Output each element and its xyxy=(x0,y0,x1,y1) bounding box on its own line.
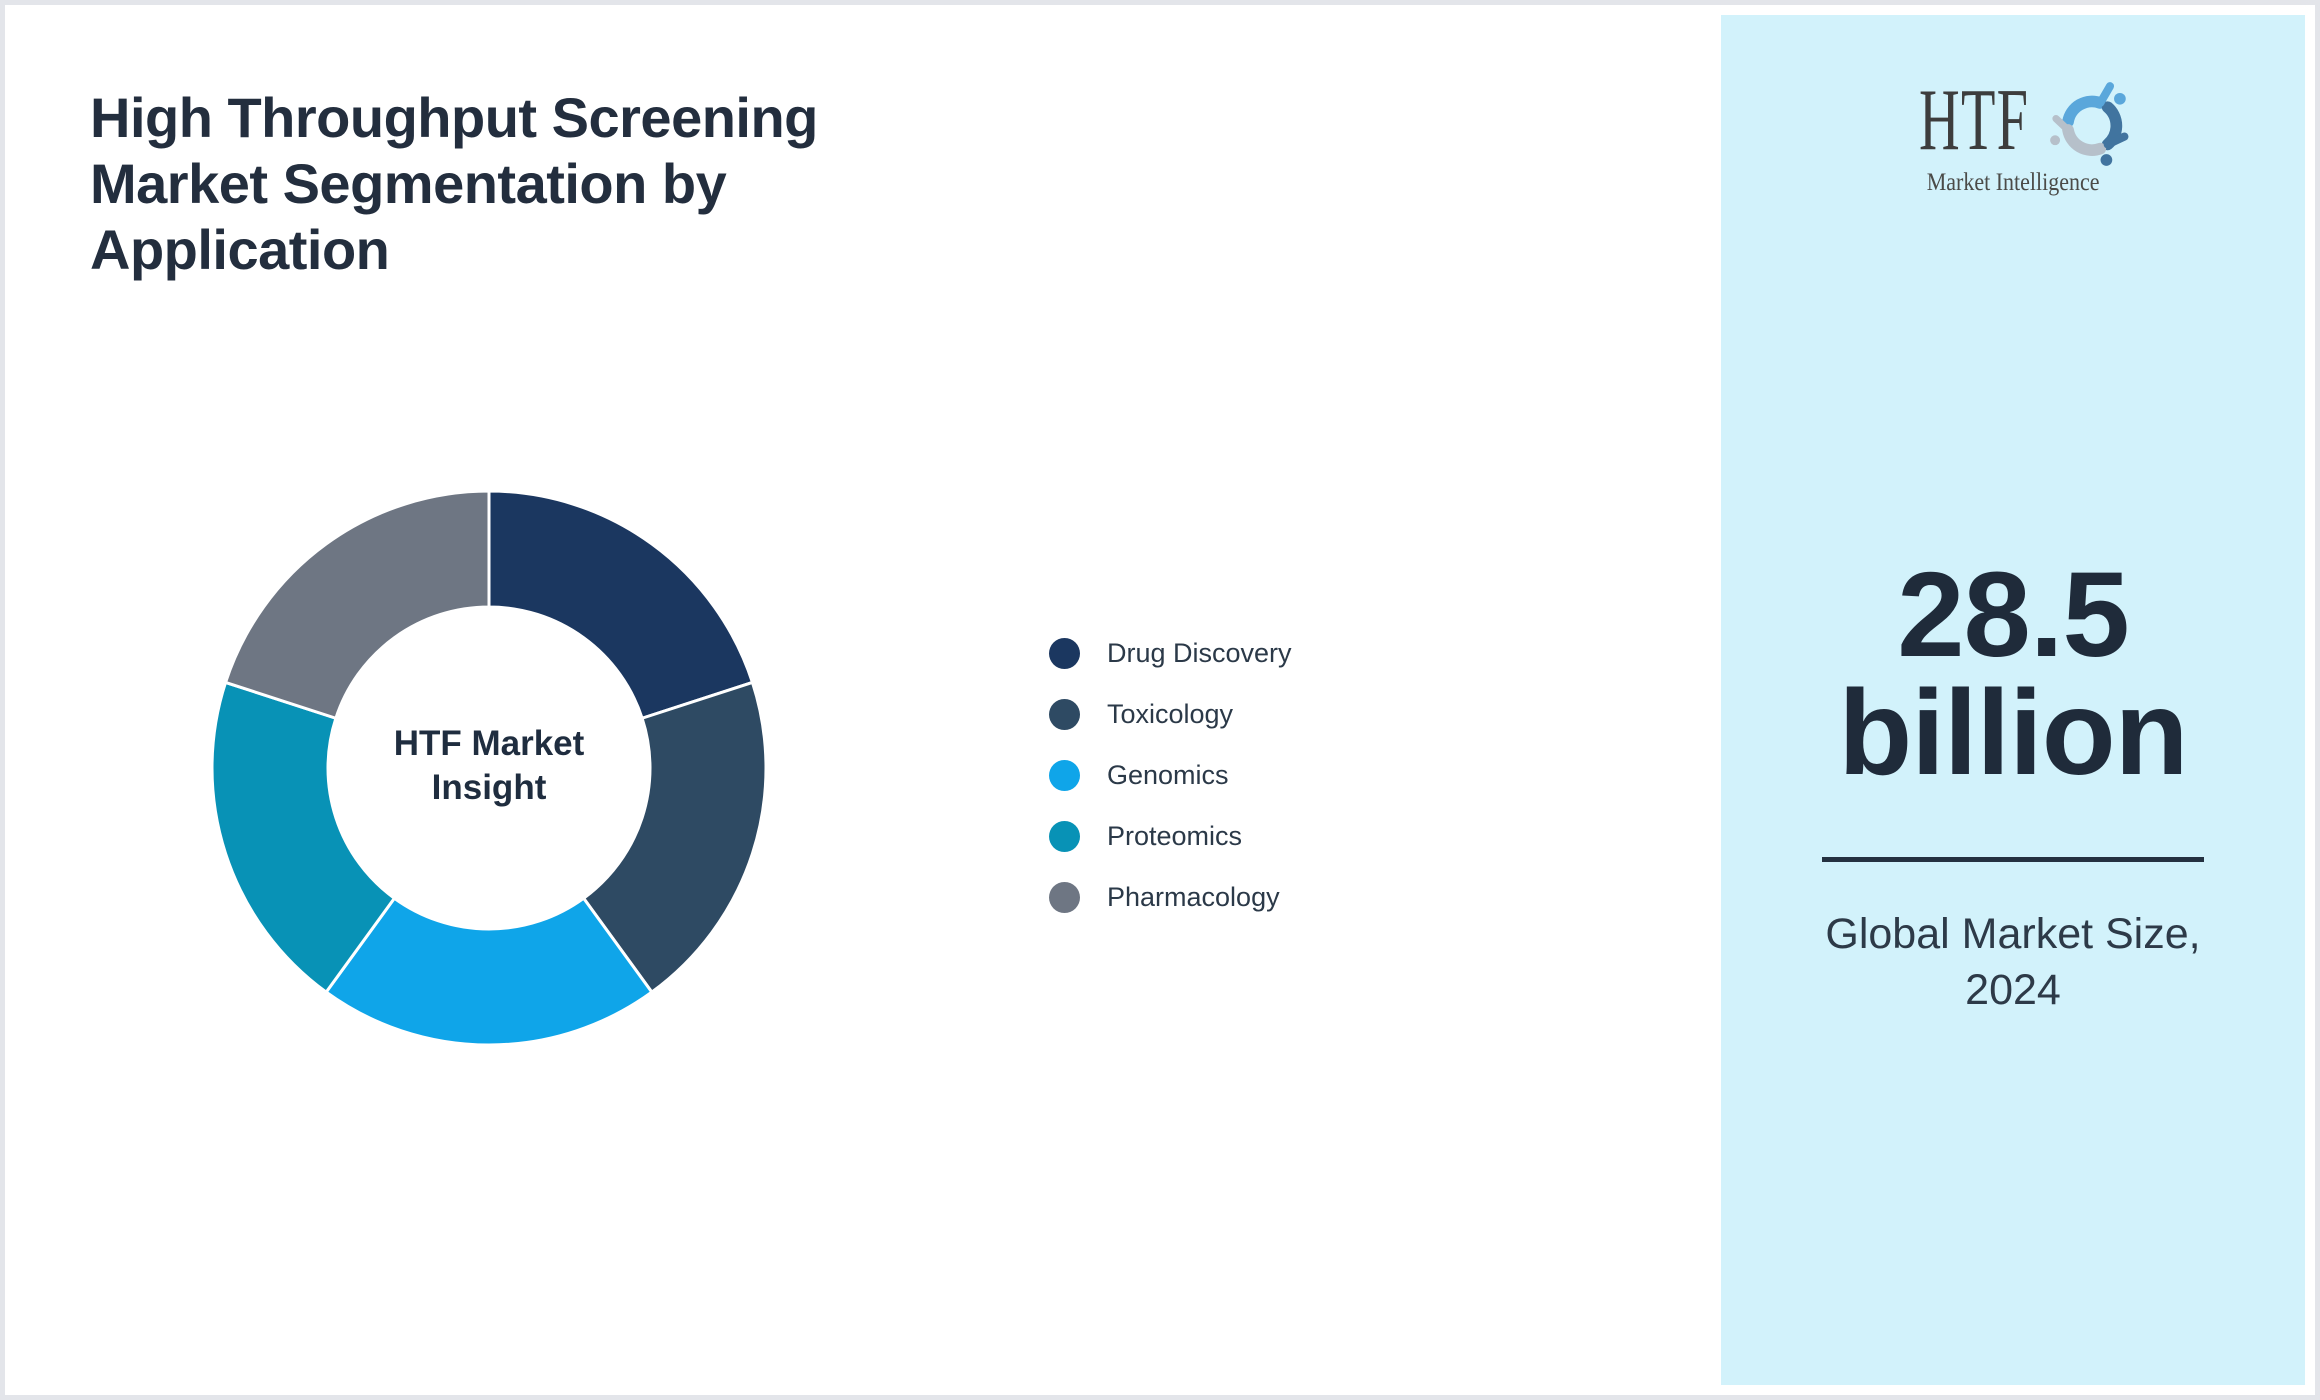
legend-label: Pharmacology xyxy=(1107,882,1280,912)
legend-label: Toxicology xyxy=(1107,699,1234,729)
infographic-canvas xyxy=(10,10,2310,1390)
legend-item-genomics xyxy=(1049,760,1292,791)
htf-logo xyxy=(1888,72,2138,197)
legend-swatch xyxy=(1049,638,1080,669)
stat-value-line1: 28.5 xyxy=(1897,546,2129,682)
legend-swatch xyxy=(1049,882,1080,913)
legend-label: Drug Discovery xyxy=(1107,638,1292,668)
legend-swatch xyxy=(1049,699,1080,730)
stat-caption-line2: 2024 xyxy=(1965,966,2061,1014)
stat-value-line2: billion xyxy=(1838,664,2188,800)
htf-logo-subtitle: Market Intelligence xyxy=(1926,169,2100,196)
legend-swatch xyxy=(1049,760,1080,791)
legend-item-drug-discovery xyxy=(1049,638,1292,669)
donut-segment-drug-discovery xyxy=(489,491,752,718)
stat-caption xyxy=(1822,906,2204,1018)
donut-segment-pharmacology xyxy=(226,491,489,718)
stat-divider xyxy=(1822,857,2204,862)
sidebar-panel xyxy=(1721,15,2305,1385)
page-title: High Throughput Screening Market Segmentation by Application xyxy=(90,85,818,281)
chart-legend xyxy=(1049,638,1292,913)
legend-label: Proteomics xyxy=(1107,821,1243,851)
legend-item-pharmacology xyxy=(1049,882,1292,913)
donut-center-label-line2: Insight xyxy=(431,768,547,808)
legend-swatch xyxy=(1049,821,1080,852)
donut-chart xyxy=(204,483,774,1053)
htf-logo-monogram: HTF xyxy=(1918,72,2030,169)
stat-caption-line1: Global Market Size, xyxy=(1825,910,2201,958)
dolphin-swirl-icon xyxy=(2046,79,2138,174)
donut-center-label xyxy=(339,722,639,810)
legend-label: Genomics xyxy=(1107,760,1229,790)
legend-item-toxicology xyxy=(1049,699,1292,730)
market-size-stat xyxy=(1822,546,2204,1018)
donut-center-label-line1: HTF Market xyxy=(393,724,585,764)
legend-item-proteomics xyxy=(1049,821,1292,852)
htf-logo-row xyxy=(1888,72,2138,169)
